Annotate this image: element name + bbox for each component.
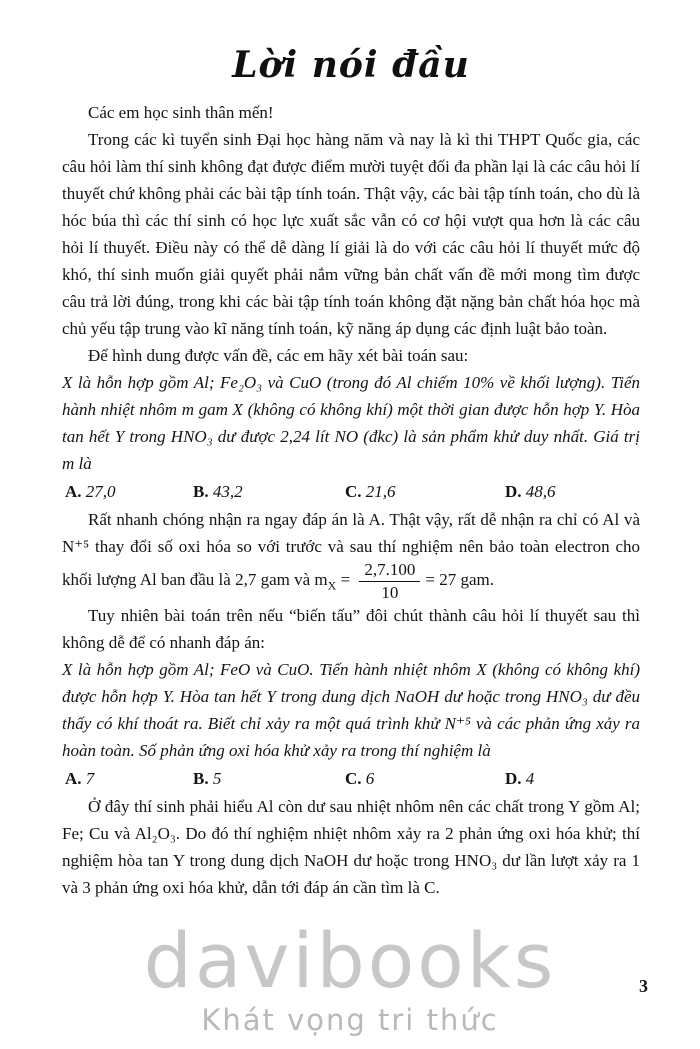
problem1-paragraph: X là hỗn hợp gồm Al; Fe₂O₃ và CuO (trong đó Al chiếm 10% về khối lượng). Tiến hành nhiệt nhôm m gam X (không có không khí) một thời gian được hỗn hợp Y. Hòa tan hết Y trong HNO₃ dư được 2,24 lít NO (đkc) là sản phẩm khử duy nhất. Giá trị m là (62, 373, 640, 473)
transition-paragraph: Tuy nhiên bài toán trên nếu “biến tấu” đôi chút thành câu hỏi lí thuyết sau thì không dễ để có nhanh đáp án: (62, 606, 640, 653)
answer-label: D. (505, 769, 522, 789)
fraction-numerator: 2,7.100 (359, 560, 420, 582)
answer-option-d (505, 765, 640, 792)
equals-sign: = (336, 569, 355, 589)
watermark-brand: davibooks (143, 916, 557, 1005)
solution-text: Rất nhanh chóng nhận ra ngay đáp án là A. Thật vậy, rất dễ nhận ra chỉ có Al và N⁺⁵ thay đổi số oxi hóa so với trước và sau thí nghiệm nên bảo toàn electron cho khối lượng Al ban đầu là 2,7 gam và m (62, 510, 640, 589)
answer-label: D. (505, 482, 522, 501)
answer-option-c (345, 478, 505, 505)
intro-paragraph: Trong các kì tuyển sinh Đại học hàng năm và nay là kì thi THPT Quốc gia, các câu hỏi làm thí sinh không đạt được điểm mười tuyệt đối đa phần lại là các câu hỏi lí thuyết chứ không phải các bài tập tính toán. Thật vậy, các bài tập tính toán, cho dù là hóc búa thì các thí sinh có học lực xuất sắc vẫn có cơ hội vượt qua hơn là các câu hỏi lí thuyết. Điều này có thể dễ dàng lí giải là do với các câu hỏi lí thuyết mức độ khó, thí sinh muốn giải quyết phải nắm vững bản chất vấn đề mới mong tìm được câu trả lời đúng, trong khi các bài tập tính toán không đặt nặng bản chất hóa học mà chủ yếu tập trung vào kĩ năng tính toán, kỹ năng áp dụng các định luật bảo toàn. (62, 130, 640, 338)
page-title: Lời nói đầu (232, 44, 470, 86)
answer-option-b (193, 765, 345, 792)
answer-option-a (65, 478, 193, 505)
answer-label: C. (345, 769, 362, 789)
answer-label: B. (193, 482, 209, 501)
fraction (359, 560, 420, 602)
answer-value: 27,0 (85, 482, 116, 501)
problem2-paragraph: X là hỗn hợp gồm Al; FeO và CuO. Tiến hành nhiệt nhôm X (không có không khí) được hỗn hợp Y. Hòa tan hết Y trong dung dịch NaOH dư hoặc trong HNO₃ dư đều thấy có khí thoát ra. Biết chỉ xảy ra một quá trình khử N⁺⁵ và các phản ứng xảy ra hoàn toàn. Số phản ứng oxi hóa khử xảy ra trong thí nghiệm là (62, 660, 640, 761)
solution-result: = 27 gam. (425, 569, 494, 589)
greeting-paragraph: Các em học sinh thân mến! (88, 103, 274, 122)
answer-value: 48,6 (525, 482, 556, 501)
answer-value: 6 (365, 769, 375, 789)
answer-value: 4 (525, 769, 535, 789)
solution1-paragraph (62, 506, 640, 602)
answers-row-2 (62, 765, 640, 792)
page-number: 3 (639, 976, 648, 996)
answer-label: A. (65, 769, 82, 789)
answer-option-b (193, 478, 345, 505)
conclusion-paragraph: Ở đây thí sinh phải hiểu Al còn dư sau nhiệt nhôm nên các chất trong Y gồm Al; Fe; Cu và Al₂O₃. Do đó thí nghiệm nhiệt nhôm xảy ra 2 phản ứng oxi hóa khử; thí nghiệm hòa tan Y trong dung dịch NaOH dư hoặc trong HNO₃ dư lần lượt xảy ra 1 và 3 phản ứng oxi hóa khử, dẫn tới đáp án cần tìm là C. (62, 797, 640, 898)
answer-value: 5 (212, 769, 222, 789)
answer-label: C. (345, 482, 362, 501)
answer-option-a (65, 765, 193, 792)
answer-label: A. (65, 482, 82, 501)
answers-row-1 (62, 478, 640, 505)
publisher-watermark (0, 916, 700, 1037)
answer-option-c (345, 765, 505, 792)
leadin-paragraph: Để hình dung được vấn đề, các em hãy xét bài toán sau: (88, 346, 469, 365)
subscript-x: X (327, 578, 337, 593)
answer-value: 43,2 (212, 482, 243, 501)
answer-label: B. (193, 769, 209, 789)
answer-value: 21,6 (365, 482, 396, 501)
answer-option-d (505, 478, 640, 505)
fraction-denominator: 10 (381, 582, 399, 602)
answer-value: 7 (85, 769, 95, 789)
watermark-slogan: Khát vọng tri thức (201, 1003, 499, 1037)
